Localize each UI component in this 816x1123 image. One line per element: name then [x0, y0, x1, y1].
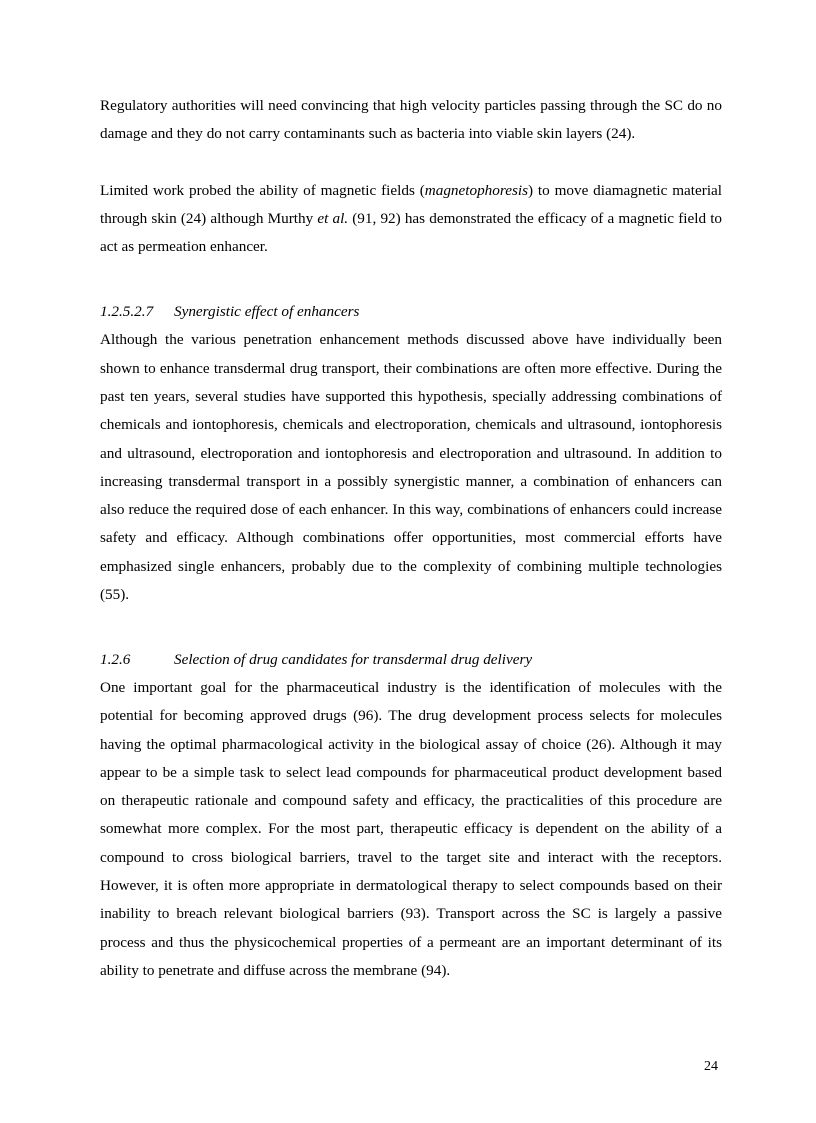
paragraph-magnetophoresis — [100, 177, 722, 262]
section-title: Selection of drug candidates for transdermal drug delivery — [174, 650, 533, 668]
paragraph-spacer — [100, 609, 722, 637]
paragraph-regulatory: Regulatory authorities will need convincing that high velocity particles passing through the SC do no damage and they do not carry contaminants such as bacteria into viable skin layers (24). — [100, 97, 722, 143]
paragraph-text: (91, 92) has demonstrated the efficacy of a magnetic field to act as permeation enhancer. — [100, 210, 723, 256]
section-spacer — [100, 290, 722, 298]
page-number: 24 — [704, 1059, 718, 1074]
paragraph-text: ) to move diamagnetic material through skin (24) although Murthy — [100, 181, 722, 228]
paragraph-synergistic: Although the various penetration enhancement methods discussed above have individually been shown to enhance transdermal drug transport, their combinations are often more effective. During the past ten years, several studies have supported this hypothesis, specially addressing combinations of chemicals and iontophoresis, chemicals and electroporation, chemicals and ultrasound, iontophoresis and ultrasound, electroporation and iontophoresis and electroporation and ultrasound. In addition to increasing transdermal transport in a possibly synergistic manner, a combination of enhancers can also reduce the required dose of each enhancer. In this way, combinations of enhancers could increase safety and efficacy. Although combinations offer opportunities, most commercial efforts have emphasized single enhancers, probably due to the complexity of combining multiple technologies (55). — [100, 331, 722, 604]
section-title: Synergistic effect of enhancers — [174, 303, 360, 321]
paragraph-spacer — [100, 149, 722, 177]
section-number: 1.2.6 — [100, 650, 131, 668]
paragraph-selection: One important goal for the pharmaceutical industry is the identification of molecules with the potential for becoming approved drugs (96). The drug development process selects for molecules having the optimal pharmacological activity in the biological assay of choice (26). Although it may appear to be a simple task to select lead compounds for pharmaceutical product development based on therapeutic rationale and compound safety and efficacy, the practicalities of this procedure are somewhat more complex. For the most part, therapeutic efficacy is dependent on the ability of a compound to cross biological barriers, travel to the target site and interact with the receptors. However, it is often more appropriate in dermatological therapy to select compounds based on their inability to breach relevant biological barriers (93). Transport across the SC is largely a passive process and thus the physicochemical properties of a permeant are an important determinant of its ability to penetrate and diffuse across the membrane (94). — [100, 678, 722, 979]
citation-et-al: et al. — [317, 210, 349, 228]
section-number: 1.2.5.2.7 — [100, 303, 154, 321]
document-page — [100, 92, 722, 985]
paragraph-spacer — [100, 262, 722, 290]
term-magnetophoresis: magnetophoresis — [424, 181, 528, 199]
section-heading-selection — [100, 646, 722, 674]
section-spacer — [100, 638, 722, 646]
section-heading-synergistic — [100, 298, 722, 326]
paragraph-text: Limited work probed the ability of magnetic fields ( — [100, 181, 425, 199]
